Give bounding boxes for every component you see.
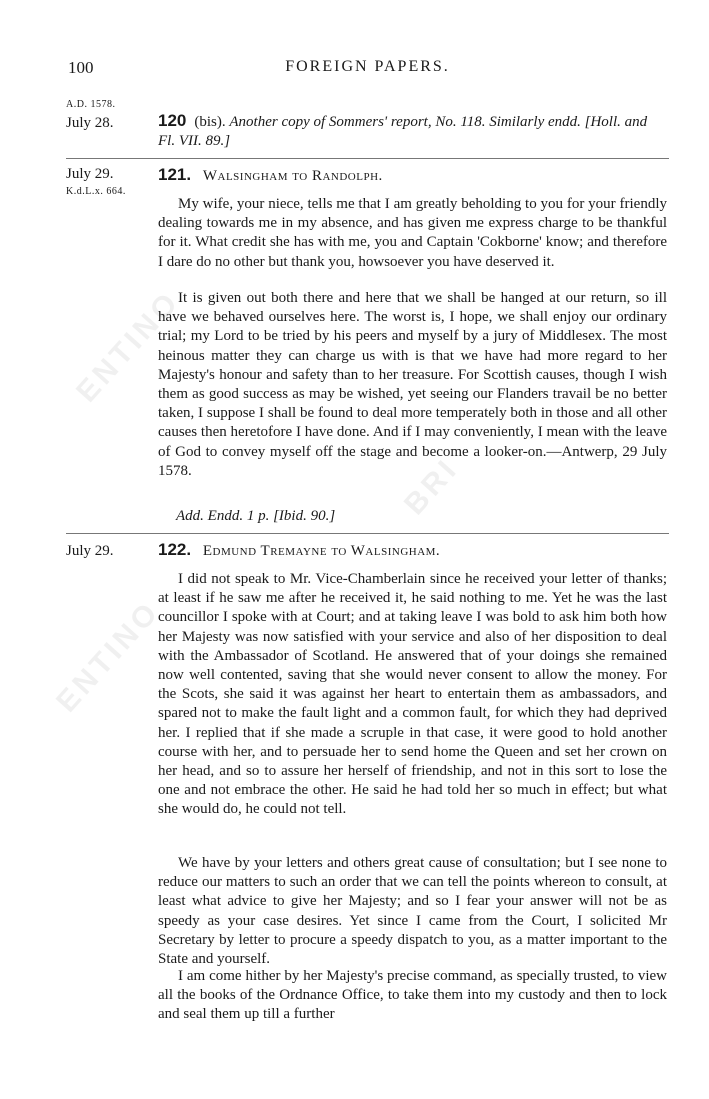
entry-number: 122. [158, 540, 192, 559]
entry-121-paragraph: My wife, your niece, tells me that I am greatly beholding to you for your friendly dealing towards me in my absence, and has given me express charge to be thankful for it. What credit she has with me, you and Captain 'Cokborne' know; and therefore I dare do no other but thank you, howsoever you have deserved it. [158, 196, 667, 270]
entry-120-margin [66, 96, 152, 132]
entry-text: Another copy of Sommers' report, No. 118. Similarly endd. [Holl. and Fl. VII. 89.] [158, 114, 648, 149]
entry-122-heading [158, 540, 667, 561]
entry-divider [66, 158, 669, 159]
entry-divider [66, 533, 669, 534]
entry-date: July 29. [66, 543, 114, 559]
entry-title: Walsingham to Randolph. [202, 168, 383, 184]
entry-122-margin [66, 542, 152, 560]
entry-120 [158, 111, 667, 151]
entry-number: 120 [158, 111, 187, 130]
entry-122-paragraph: I am come hither by her Majesty's precise command, as specially trusted, to view all the books of the Ordnance Office, to take them into my custody and then to lock and seal them up till a further [158, 968, 667, 1023]
entry-year: A.D. 1578. [66, 99, 116, 110]
entry-121-endorsement: Add. Endd. 1 p. [Ibid. 90.] [176, 508, 336, 524]
entry-date: July 28. [66, 115, 114, 131]
entry-bis: (bis). [194, 114, 226, 130]
entry-number: 121. [158, 165, 192, 184]
entry-121-margin [66, 165, 152, 201]
entry-121-paragraph: It is given out both there and here that we shall be hanged at our return, so ill have we behaved ourselves here. The worst is, I hope, we shall enjoy our ordinary trial; my Lord to be tried by his peers and myself by a jury of Middlesex. The most heinous matter they can charge us with is that we have had more regard to her Majesty's honour and safety than to her treasure. For Scottish causes, though I wish them as good success as may be wished, yet seeing our Flanders travail be no better taken, I suppose I shall be found to deal more temperately both in those and all other causes then heretofore I have done. And if I may conveniently, I mean with the leave of God to convey myself off the stage and become a looker-on.—Antwerp, 29 July 1578. [158, 290, 667, 479]
page-header [66, 58, 669, 82]
entry-122-paragraph: I did not speak to Mr. Vice-Chamberlain since he received your letter of thanks; at least if he saw me after he received it, he said nothing to me. Yet he was the last councillor I spoke with at Court; and at taking leave I was bold to ask him both how her Majesty was now satisfied with your service and also of her disposition to deal with the Ambassador of Scotland. He answered that of your doings she remained now well contented, saving that she would never consent to allow the money. For the Scots, she said it was against her heart to entertain them as ambassadors, and spared not to make the fault light and a common fault, for which they had deprived her. I replied that if she made a scruple in that case, it were good to hold another course with her, and to persuade her to send home the Queen and set her crown on her head, and so to assure her herself of friendship, and not in this sort to lose the one and not embrace the other. He said he had told her so much in effect; but what she would do, he could not tell. [158, 571, 667, 818]
entry-title: Edmund Tremayne to Walsingham. [202, 543, 441, 559]
entry-date: July 29. [66, 166, 114, 182]
page-number: 100 [68, 58, 94, 77]
entry-reference: K.d.L.x. 664. [66, 186, 126, 197]
watermark-text: BRI [397, 451, 466, 522]
running-title: FOREIGN PAPERS. [285, 58, 450, 75]
entry-122-paragraph: We have by your letters and others great cause of consultation; but I see none to reduce our matters to such an order that we can tell the points whereon to consult, at least what advice to give her Majesty; and so I fear your answer will not be as speedy as your case desires. Yet since I came from the Court, I solicited Mr Secretary by letter to procure a speedy dispatch to you, as a matter important to the State and yourself. [158, 855, 667, 968]
watermark-text: ENTINO [70, 284, 187, 409]
entry-121-heading [158, 165, 667, 186]
watermark-text: ENTINO [50, 594, 167, 719]
